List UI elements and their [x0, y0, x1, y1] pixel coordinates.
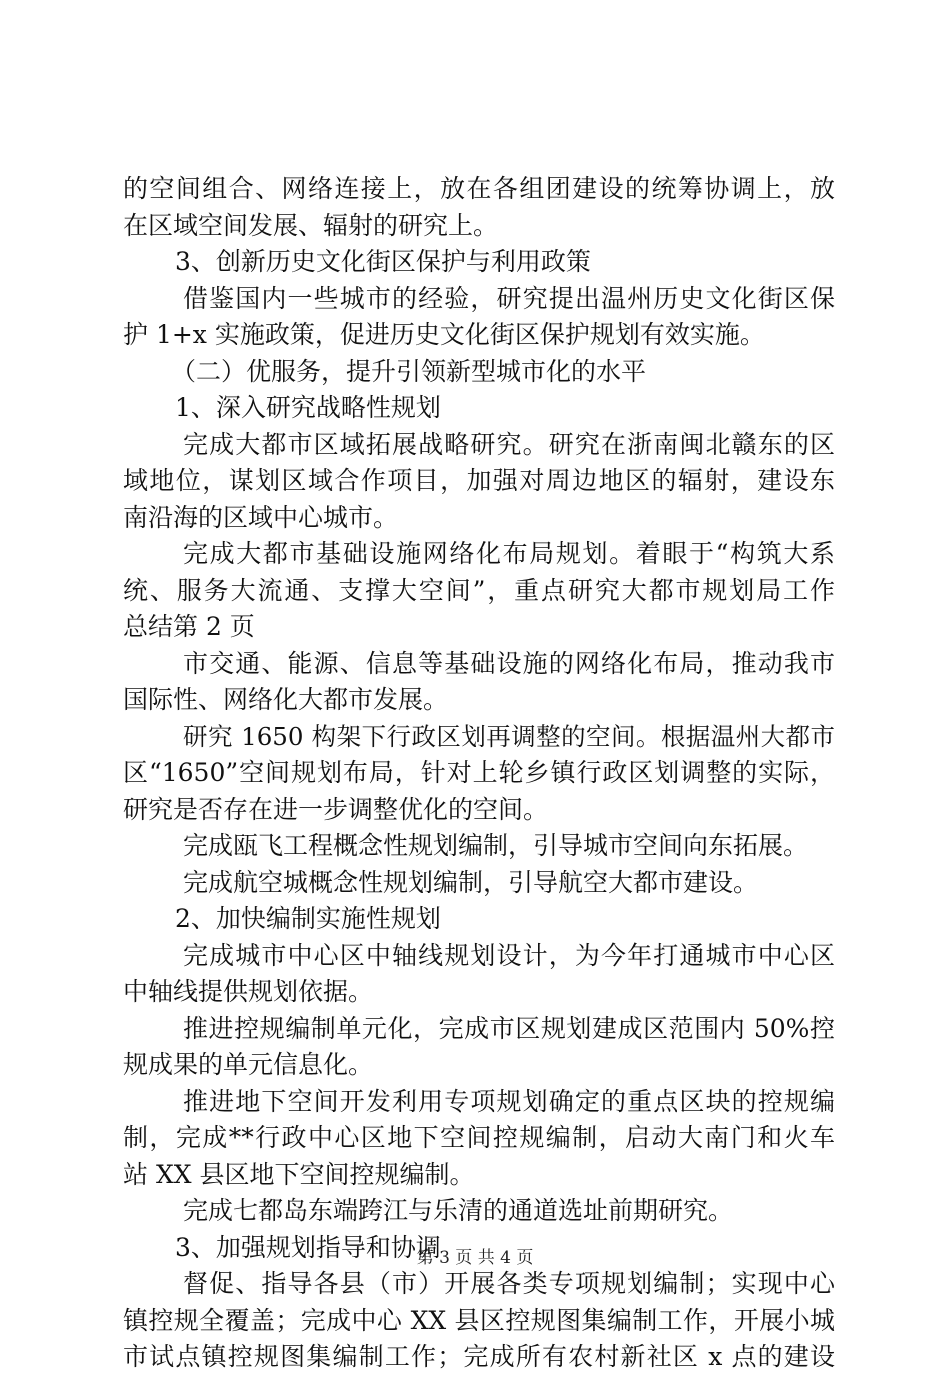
text-line: 域地位，谋划区域合作项目，加强对周边地区的辐射，建设东 [123, 466, 835, 495]
text-line: 区“1650”空间规划布局，针对上轮乡镇行政区划调整的实际， [123, 758, 835, 787]
text-line: 国际性、网络化大都市发展。 [123, 685, 449, 714]
text-line: 完成瓯飞工程概念性规划编制，引导城市空间向东拓展。 [183, 831, 809, 860]
text-line: 完成航空城概念性规划编制，引导航空大都市建设。 [183, 867, 759, 897]
text-line: 3、创新历史文化街区保护与利用政策 [175, 247, 591, 276]
text-line: 推进控规编制单元化，完成市区规划建成区范围内 50%控 [183, 1013, 835, 1043]
text-line: 统、服务大流通、支撑大空间”，重点研究大都市规划局工作 [123, 575, 835, 605]
text-line: 镇控规全覆盖；完成中心 XX 县区控规图集编制工作，开展小城 [123, 1305, 835, 1335]
text-line: 完成大都市基础设施网络化布局规划。着眼于“构筑大系 [183, 539, 835, 568]
text-line: 的空间组合、网络连接上，放在各组团建设的统筹协调上，放 [123, 174, 835, 203]
text-line: 完成城市中心区中轴线规划设计，为今年打通城市中心区 [183, 940, 835, 970]
text-line: 制，完成**行政中心区地下空间控规编制，启动大南门和火车 [123, 1123, 835, 1152]
text-line: 总结第 2 页 [123, 612, 255, 641]
text-line: 在区域空间发展、辐射的研究上。 [123, 210, 499, 240]
text-line: 研究 1650 构架下行政区划再调整的空间。根据温州大都市 [183, 721, 835, 751]
text-line: 借鉴国内一些城市的经验，研究提出温州历史文化街区保 [183, 283, 835, 313]
text-line: 站 XX 县区地下空间控规编制。 [123, 1159, 475, 1189]
page-footer: 第 3 页 共 4 页 [416, 1248, 534, 1268]
text-line: 1、深入研究战略性规划 [175, 393, 441, 422]
text-line: （二）优服务，提升引领新型城市化的水平 [171, 356, 647, 386]
text-line: 中轴线提供规划依据。 [123, 977, 374, 1006]
text-line: 督促、指导各县（市）开展各类专项规划编制；实现中心 [183, 1269, 835, 1298]
text-line: 研究是否存在进一步调整优化的空间。 [123, 794, 549, 824]
text-line: 推进地下空间开发利用专项规划确定的重点区块的控规编 [183, 1086, 835, 1116]
text-line: 南沿海的区域中心城市。 [123, 502, 399, 532]
text-line: 完成大都市区域拓展战略研究。研究在浙南闽北赣东的区 [183, 429, 835, 459]
text-line: 3、加强规划指导和协调 [175, 1232, 441, 1262]
body-text [123, 171, 835, 1376]
text-line: 市试点镇控规图集编制工作；完成所有农村新社区 x 点的建设 [123, 1342, 835, 1371]
text-line: 市交通、能源、信息等基础设施的网络化布局，推动我市 [183, 648, 835, 678]
text-line: 2、加快编制实施性规划 [175, 904, 441, 933]
text-line: 完成七都岛东端跨江与乐清的通道选址前期研究。 [183, 1196, 734, 1225]
text-line: 规成果的单元信息化。 [123, 1050, 374, 1079]
text-line: 护 1+x 实施政策，促进历史文化街区保护规划有效实施。 [123, 320, 765, 349]
